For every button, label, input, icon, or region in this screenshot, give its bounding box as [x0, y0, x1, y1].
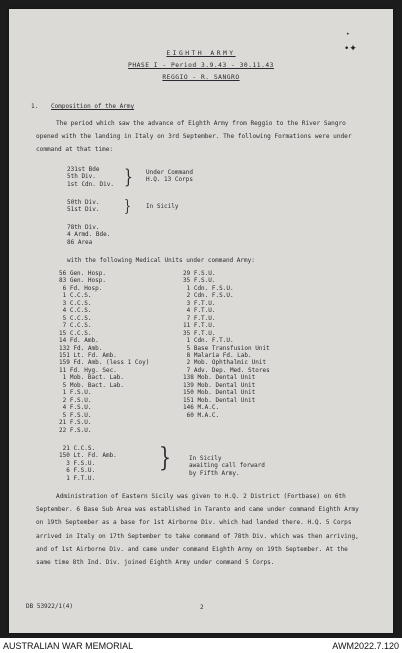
intro-text: The period which saw the advance of Eighth Army from Reggio to the River Sangro opened with the landing in Italy on 3rd September. The following Formations were under command at that time: — [36, 120, 352, 154]
medical-unit: 7 Adv. Dep. Med. Stores — [183, 366, 270, 374]
admin-text: Administration of Eastern Sicily was given to H.Q. 2 District (Fortbase) on 6th September. 6 Base Sub Area was established in Taranto and came under command Eighth Army on 19th September as a base for 1st Airborne Div. which had landed there. H.Q. 5 Corps arrived in Italy on 17th September to take command of 78th Div. which was then arriving, and of 1st Airborne Div. and came under command Eighth Army on 19th September. At the same time 8th Ind. Div. joined Eighth Army under command 5 Corps. — [36, 493, 359, 567]
formation-item: 5th Div. — [67, 173, 96, 181]
medical-unit: 132 Fd. Amb. — [59, 344, 103, 352]
formation-item: 4 Armd. Bde. — [67, 231, 111, 239]
medical-unit: 6 Fd. Hosp. — [59, 284, 103, 292]
medical-unit: 4 F.T.U. — [183, 307, 216, 315]
label-line: H.Q. 13 Corps — [146, 176, 193, 184]
medical-units-left — [59, 270, 149, 434]
archive-footer — [0, 638, 402, 653]
corner-mark: •✦ — [344, 44, 357, 54]
medical-intro: with the following Medical Units under command Army: — [67, 257, 255, 264]
medical-unit: 21 F.S.U. — [59, 419, 92, 427]
medical-unit: 5 C.C.S. — [59, 314, 92, 322]
formation-item: 78th Div. — [67, 224, 100, 231]
medical-unit: 14 Fd. Amb. — [59, 337, 99, 345]
document-reference: DB 53922/1(4) — [26, 603, 73, 610]
formations-group-2 — [67, 199, 100, 214]
medical-unit: 3 F.T.U. — [183, 299, 216, 307]
document-region: REGGIO - R. SANGRO — [162, 74, 240, 81]
medical-unit: 1 Cdn. F.T.U. — [183, 337, 234, 345]
brace-group-1: } — [124, 166, 133, 189]
medical-unit: 35 F.S.U. — [183, 277, 216, 285]
medical-unit: 146 M.A.C. — [183, 404, 220, 412]
medical-unit: 8 Malaria Fd. Lab. — [183, 351, 252, 359]
intro-paragraph — [36, 117, 366, 157]
brace-group-2: } — [124, 197, 131, 216]
label-line: Under Command — [146, 169, 193, 176]
medical-unit: 2 F.S.U. — [59, 396, 92, 404]
medical-unit: 139 Mob. Dental Unit — [183, 381, 256, 389]
brace-sicily: } — [159, 442, 172, 473]
sicily-label — [189, 455, 265, 477]
footer-source: AUSTRALIAN WAR MEMORIAL — [3, 641, 134, 651]
medical-unit: 150 Lt. Fd. Amb. — [59, 452, 117, 460]
formation-item: 50th Div. — [67, 199, 100, 206]
medical-unit: 151 Mob. Dental Unit — [183, 396, 256, 404]
label-line: In Sicily — [189, 455, 222, 462]
formation-item: 86 Area — [67, 238, 93, 246]
group-2-label: In Sicily — [146, 203, 179, 210]
medical-unit: 159 Fd. Amb. (less 1 Coy) — [59, 359, 150, 367]
sicily-units — [59, 445, 117, 482]
medical-unit: 6 F.S.U. — [59, 467, 96, 475]
medical-unit: 29 F.S.U. — [183, 270, 216, 277]
formation-item: 51st Div. — [67, 206, 100, 214]
document-period: PHASE I - Period 3.9.43 - 30.11.43 — [128, 62, 274, 69]
medical-unit: 4 C.C.S. — [59, 307, 92, 315]
footer-accession: AWM2022.7.120 — [332, 641, 399, 651]
medical-unit: 11 F.T.U. — [183, 322, 216, 330]
medical-unit: 5 Base Transfusion Unit — [183, 344, 270, 352]
medical-unit: 21 C.C.S. — [59, 445, 96, 452]
medical-unit: 60 M.A.C. — [183, 411, 220, 419]
medical-unit: 3 F.S.U. — [59, 459, 96, 467]
medical-unit: 3 C.C.S. — [59, 299, 92, 307]
medical-unit: 7 F.T.U. — [183, 314, 216, 322]
formations-group-1 — [67, 166, 114, 188]
medical-unit: 2 Cdn. F.S.U. — [183, 292, 234, 300]
medical-unit: 138 Mob. Dental Unit — [183, 374, 256, 382]
medical-unit: 1 F.S.U. — [59, 389, 92, 397]
group-1-label — [146, 169, 193, 184]
medical-unit: 35 F.T.U. — [183, 329, 216, 337]
medical-units-right — [183, 270, 270, 419]
formations-group-3 — [67, 224, 110, 246]
label-line: awaiting call forward — [189, 462, 265, 470]
medical-unit: 5 Mob. Bact. Lab. — [59, 381, 125, 389]
hole-punch-mark: • — [346, 31, 350, 38]
page-number: 2 — [200, 604, 204, 611]
medical-unit: 5 F.S.U. — [59, 411, 92, 419]
document-page — [9, 9, 393, 633]
medical-unit: 1 C.C.S. — [59, 292, 92, 300]
medical-unit: 1 Mob. Bact. Lab. — [59, 374, 125, 382]
label-line: by Fifth Army. — [189, 469, 240, 477]
section-heading: Composition of the Army — [51, 103, 135, 110]
admin-paragraph — [36, 490, 366, 569]
medical-unit: 22 F.S.U. — [59, 426, 92, 434]
medical-unit: 83 Gen. Hosp. — [59, 277, 106, 285]
medical-unit: 7 C.C.S. — [59, 322, 92, 330]
medical-unit: 1 Cdn. F.S.U. — [183, 284, 234, 292]
section-number: 1. — [31, 103, 39, 110]
medical-unit: 1 F.T.U. — [59, 474, 96, 482]
medical-unit: 15 C.C.S. — [59, 329, 92, 337]
medical-unit: 151 Lt. Fd. Amb. — [59, 351, 117, 359]
medical-unit: 150 Mob. Dental Unit — [183, 389, 256, 397]
medical-unit: 2 Mob. Ophthalmic Unit — [183, 359, 267, 367]
formation-item: 1st Cdn. Div. — [67, 180, 114, 188]
formation-item: 231st Bde — [67, 166, 100, 173]
medical-unit: 11 Fd. Hyg. Sec. — [59, 366, 117, 374]
document-title: EIGHTH ARMY — [166, 50, 236, 57]
medical-unit: 4 F.S.U. — [59, 404, 92, 412]
medical-unit: 56 Gen. Hosp. — [59, 270, 106, 277]
